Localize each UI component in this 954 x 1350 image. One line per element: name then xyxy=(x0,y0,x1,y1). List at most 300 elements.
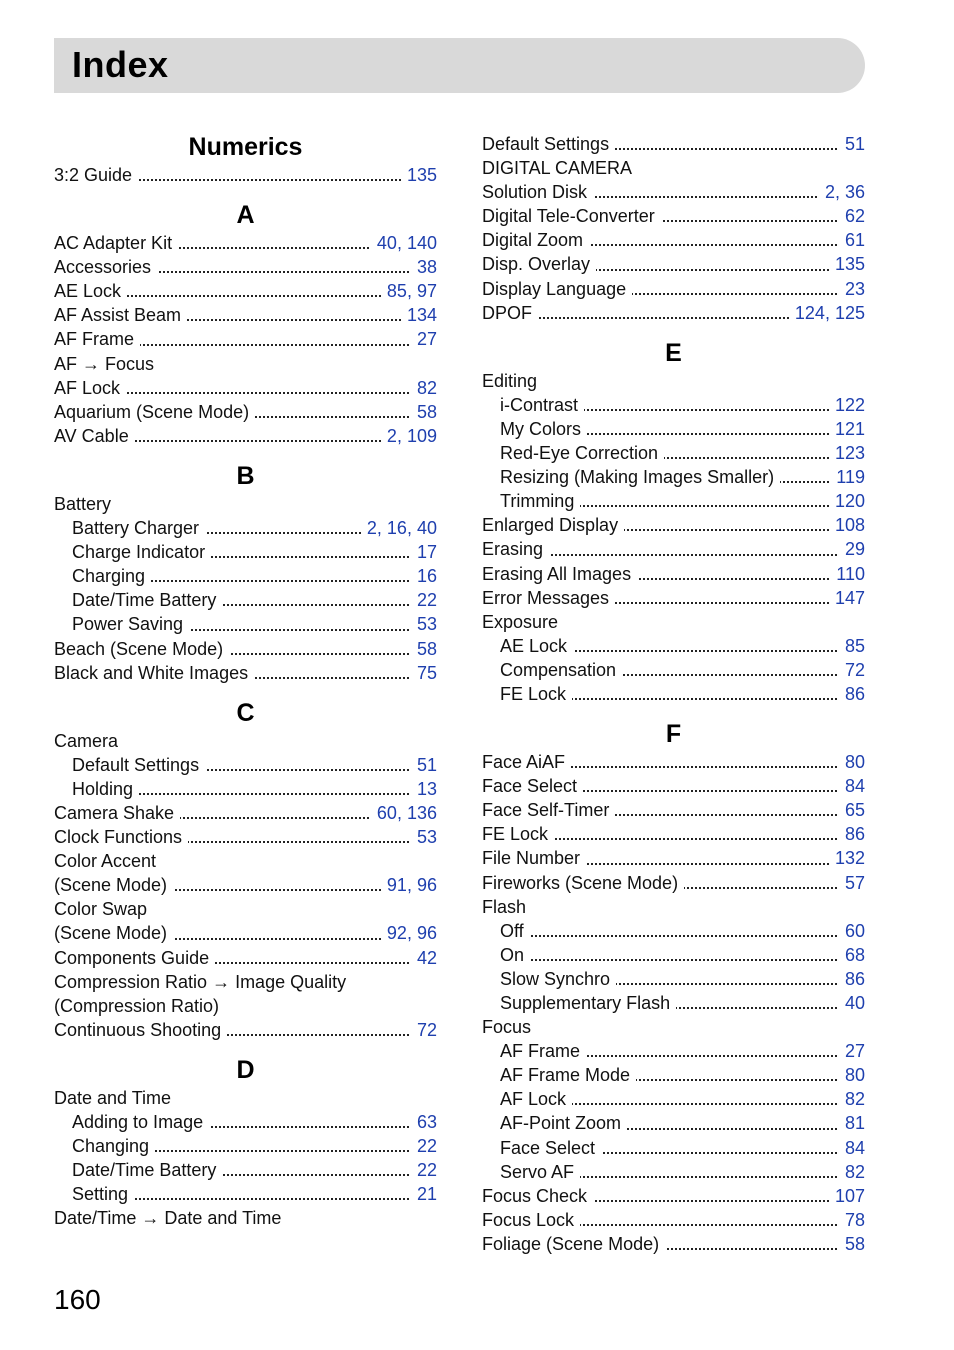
entry-term: Solution Disk xyxy=(482,182,593,202)
index-entry xyxy=(54,255,437,279)
index-entry xyxy=(54,231,437,255)
page-link[interactable]: 62 xyxy=(844,206,865,227)
entry-term: Default Settings xyxy=(482,134,615,154)
index-entry xyxy=(54,661,437,685)
index-entry xyxy=(482,822,865,846)
page-refs xyxy=(839,1111,865,1135)
index-entry xyxy=(482,1208,865,1232)
entry-term: AF Frame xyxy=(54,329,140,349)
page-refs xyxy=(411,825,437,849)
page-refs xyxy=(839,750,865,774)
page-link[interactable]: 61 xyxy=(844,230,865,251)
entry-term: Holding xyxy=(54,779,139,799)
entry-term: Camera Shake xyxy=(54,803,180,823)
index-entry xyxy=(54,1086,437,1110)
page-refs xyxy=(411,661,437,685)
entry-term: Erasing All Images xyxy=(482,564,637,584)
index-subentry xyxy=(482,465,865,489)
entry-term: Disp. Overlay xyxy=(482,254,596,274)
page-link[interactable]: 86 xyxy=(844,968,865,989)
index-subentry xyxy=(482,441,865,465)
entry-term: AF Lock xyxy=(54,378,126,398)
entry-term: AF Lock xyxy=(482,1089,572,1109)
page-refs xyxy=(839,682,865,706)
section-heading: B xyxy=(236,461,255,490)
index-entry xyxy=(482,774,865,798)
page-refs: 91, 96 xyxy=(381,873,437,897)
entry-term: AF Assist Beam xyxy=(54,305,187,325)
page-link[interactable]: 58 xyxy=(416,638,437,659)
page-link[interactable]: 42 xyxy=(416,947,437,968)
entry-term: Battery xyxy=(54,494,117,514)
entry-term: Clock Functions xyxy=(54,827,188,847)
index-subentry xyxy=(482,417,865,441)
page-link[interactable]: 135 xyxy=(406,165,437,185)
page-link[interactable]: 109 xyxy=(406,425,437,446)
page-link[interactable]: 85 xyxy=(844,635,865,656)
page-refs xyxy=(401,303,437,327)
entry-term: Trimming xyxy=(482,491,580,511)
page-link[interactable]: 60 xyxy=(376,802,397,823)
page-refs xyxy=(839,132,865,156)
index-subentry xyxy=(54,564,437,588)
entry-term: Red-Eye Correction xyxy=(482,443,664,463)
index-entry xyxy=(54,327,437,351)
entry-term: Power Saving xyxy=(54,614,189,634)
page-link[interactable]: 122 xyxy=(834,394,865,415)
page-link[interactable]: 58 xyxy=(844,1233,865,1254)
page-link[interactable]: 57 xyxy=(844,872,865,893)
page-refs xyxy=(411,1182,437,1206)
page-refs xyxy=(829,1184,865,1208)
page-refs xyxy=(839,204,865,228)
page-link[interactable]: 36 xyxy=(844,182,865,203)
page-link[interactable]: 107 xyxy=(834,1185,865,1206)
entry-term: 3:2 Guide xyxy=(54,165,138,185)
page-link[interactable]: 91 xyxy=(386,875,407,896)
page-refs xyxy=(839,1208,865,1232)
index-subentry xyxy=(482,967,865,991)
index-entry xyxy=(482,204,865,228)
entry-term: AF Frame xyxy=(482,1041,586,1061)
page-link[interactable]: 136 xyxy=(406,802,437,823)
page-link[interactable]: 123 xyxy=(834,443,865,464)
index-subentry xyxy=(482,393,865,417)
index-entry xyxy=(54,849,437,873)
page-refs xyxy=(411,327,437,351)
page-refs xyxy=(839,1039,865,1063)
page-link[interactable]: 134 xyxy=(406,305,437,326)
page-refs: 124, 125 xyxy=(789,301,865,325)
page-link[interactable]: 82 xyxy=(416,377,437,398)
index-subentry xyxy=(482,1063,865,1087)
page-link[interactable]: 68 xyxy=(844,944,865,965)
page-link[interactable]: 38 xyxy=(416,257,437,278)
page-link[interactable]: 2 xyxy=(824,182,835,203)
page-link[interactable]: 132 xyxy=(834,848,865,869)
entry-term: Battery Charger xyxy=(54,518,205,538)
index-subentry xyxy=(482,489,865,513)
page-link[interactable]: 22 xyxy=(416,590,437,611)
index-entry xyxy=(482,180,865,204)
entry-term: Adding to Image xyxy=(54,1112,209,1132)
page-link[interactable]: 51 xyxy=(416,754,437,775)
entry-term: Compensation xyxy=(482,660,622,680)
entry-term: Date and Time xyxy=(54,1088,177,1108)
page-refs xyxy=(839,822,865,846)
page-link[interactable]: 82 xyxy=(844,1161,865,1182)
entry-term: Accessories xyxy=(54,257,157,277)
page-refs: 60, 136 xyxy=(371,801,437,825)
index-entry xyxy=(482,586,865,610)
index-subentry xyxy=(482,682,865,706)
page-link[interactable]: 84 xyxy=(844,1137,865,1158)
page-refs xyxy=(411,753,437,777)
page-refs xyxy=(839,991,865,1015)
section-heading: Numerics xyxy=(188,133,303,161)
page-link[interactable]: 29 xyxy=(844,539,865,560)
index-column-right xyxy=(482,132,865,1256)
page-refs xyxy=(829,846,865,870)
page-link[interactable]: 92 xyxy=(386,923,407,944)
page-refs xyxy=(839,1136,865,1160)
entry-term: Resizing (Making Images Smaller) xyxy=(482,467,780,487)
page-link[interactable]: 140 xyxy=(406,233,437,254)
page-link[interactable]: 86 xyxy=(844,824,865,845)
entry-term: Exposure xyxy=(482,612,564,632)
page-link[interactable]: 17 xyxy=(416,542,437,563)
page-refs xyxy=(839,798,865,822)
dot-leader xyxy=(482,935,865,937)
index-entry xyxy=(54,637,437,661)
index-entry xyxy=(482,537,865,561)
page-refs: 2, 109 xyxy=(381,424,437,448)
index-entry xyxy=(54,163,437,187)
page-link[interactable]: 72 xyxy=(416,1019,437,1040)
index-entry xyxy=(54,946,437,970)
entry-term: (Scene Mode) xyxy=(54,875,173,895)
index-entry xyxy=(482,513,865,537)
index-subentry xyxy=(482,1087,865,1111)
page-link[interactable]: 40 xyxy=(376,233,397,254)
page-refs xyxy=(829,252,865,276)
page-refs: 92, 96 xyxy=(381,921,437,945)
page-link[interactable]: 27 xyxy=(844,1041,865,1062)
index-subentry xyxy=(482,943,865,967)
entry-term: Foliage (Scene Mode) xyxy=(482,1234,665,1254)
page-link[interactable]: 96 xyxy=(416,923,437,944)
page-link[interactable]: 23 xyxy=(844,278,865,299)
page-refs xyxy=(829,489,865,513)
page-link[interactable]: 16 xyxy=(386,518,407,539)
index-entry xyxy=(482,156,865,180)
page-link[interactable]: 135 xyxy=(834,254,865,275)
entry-term: Default Settings xyxy=(54,755,205,775)
page-number: 160 xyxy=(54,1284,101,1315)
page-refs xyxy=(411,255,437,279)
index-entry xyxy=(54,303,437,327)
index-subentry xyxy=(54,1158,437,1182)
page-refs xyxy=(839,967,865,991)
page-refs xyxy=(411,564,437,588)
index-subentry xyxy=(54,1182,437,1206)
entry-term: Flash xyxy=(482,897,532,917)
page-refs xyxy=(839,871,865,895)
index-entry xyxy=(482,1015,865,1039)
index-entry xyxy=(482,132,865,156)
page-link[interactable]: 65 xyxy=(844,800,865,821)
page-refs xyxy=(411,540,437,564)
index-entry xyxy=(54,897,437,921)
page-refs xyxy=(830,465,865,489)
entry-term: DPOF xyxy=(482,303,538,323)
index-entry xyxy=(482,846,865,870)
index-entry xyxy=(482,1232,865,1256)
section-heading: C xyxy=(236,698,255,727)
index-subentry xyxy=(482,1111,865,1135)
page-refs xyxy=(839,658,865,682)
entry-term: (Compression Ratio) xyxy=(54,996,225,1016)
entry-term: Compression Ratio → Image Quality xyxy=(54,972,352,992)
entry-term: FE Lock xyxy=(482,684,572,704)
index-entry xyxy=(54,492,437,516)
page-refs xyxy=(401,163,437,187)
page-refs xyxy=(411,1158,437,1182)
entry-term: My Colors xyxy=(482,419,587,439)
page-refs xyxy=(839,774,865,798)
page-link[interactable]: 85 xyxy=(386,281,407,302)
index-subentry xyxy=(482,1160,865,1184)
page-link[interactable]: 2 xyxy=(366,518,377,539)
page-refs xyxy=(829,393,865,417)
entry-term: Enlarged Display xyxy=(482,515,624,535)
entry-term: Focus Check xyxy=(482,1186,593,1206)
entry-term: AE Lock xyxy=(54,281,127,301)
entry-term: Black and White Images xyxy=(54,663,254,683)
entry-term: Color Swap xyxy=(54,899,153,919)
entry-term: Continuous Shooting xyxy=(54,1020,227,1040)
section-heading: E xyxy=(665,338,682,367)
index-subentry xyxy=(482,1136,865,1160)
entry-term: AV Cable xyxy=(54,426,135,446)
page-link[interactable]: 78 xyxy=(844,1209,865,1230)
index-subentry xyxy=(54,540,437,564)
page-refs xyxy=(839,228,865,252)
entry-term: Digital Zoom xyxy=(482,230,589,250)
page-link[interactable]: 97 xyxy=(416,281,437,302)
index-entry xyxy=(482,610,865,634)
entry-term: DIGITAL CAMERA xyxy=(482,158,638,178)
entry-term: Servo AF xyxy=(482,1162,580,1182)
index-entry xyxy=(54,376,437,400)
entry-term: Camera xyxy=(54,731,124,751)
title-bar xyxy=(54,38,865,93)
index-subentry xyxy=(54,753,437,777)
entry-term: Charge Indicator xyxy=(54,542,211,562)
page-link[interactable]: 121 xyxy=(834,418,865,439)
page-link[interactable]: 84 xyxy=(844,776,865,797)
index-entry xyxy=(54,352,437,376)
page-refs xyxy=(411,612,437,636)
entry-term: Setting xyxy=(54,1184,134,1204)
index-entry xyxy=(482,798,865,822)
page-link[interactable]: 124 xyxy=(794,302,825,323)
entry-term: Aquarium (Scene Mode) xyxy=(54,402,255,422)
page-refs xyxy=(411,777,437,801)
entry-term: Slow Synchro xyxy=(482,969,616,989)
index-entry xyxy=(54,801,437,825)
entry-term: On xyxy=(482,945,530,965)
page-refs xyxy=(829,441,865,465)
index-entry xyxy=(482,871,865,895)
page-refs xyxy=(839,919,865,943)
page-refs xyxy=(830,562,865,586)
entry-term: Date/Time → Date and Time xyxy=(54,1208,287,1228)
index-entry xyxy=(482,1184,865,1208)
entry-term: Face Select xyxy=(482,776,583,796)
entry-term: Focus Lock xyxy=(482,1210,580,1230)
page-refs: 2, 36 xyxy=(819,180,865,204)
page-refs xyxy=(411,1110,437,1134)
page-link[interactable]: 40 xyxy=(844,993,865,1013)
page-refs xyxy=(829,586,865,610)
entry-term: File Number xyxy=(482,848,586,868)
index-entry xyxy=(482,750,865,774)
entry-term: Face Select xyxy=(482,1138,601,1158)
entry-term: AE Lock xyxy=(482,636,573,656)
page-link[interactable]: 22 xyxy=(416,1136,437,1157)
page-refs xyxy=(839,1063,865,1087)
page-link[interactable]: 21 xyxy=(416,1184,437,1205)
entry-term: Components Guide xyxy=(54,948,215,968)
entry-term: Error Messages xyxy=(482,588,615,608)
page-link[interactable]: 82 xyxy=(844,1089,865,1110)
page-title: Index xyxy=(72,44,169,85)
entry-term: AF → Focus xyxy=(54,354,160,374)
page-link[interactable]: 80 xyxy=(844,752,865,773)
entry-term: Focus xyxy=(482,1017,537,1037)
index-subentry xyxy=(54,1134,437,1158)
entry-term: Face AiAF xyxy=(482,752,571,772)
index-entry xyxy=(482,895,865,919)
index-entry xyxy=(482,252,865,276)
index-subentry xyxy=(482,919,865,943)
page-link[interactable]: 125 xyxy=(834,302,865,323)
page-refs xyxy=(411,637,437,661)
entry-term: Off xyxy=(482,921,530,941)
page-refs xyxy=(411,400,437,424)
index-entry xyxy=(482,562,865,586)
index-subentry xyxy=(54,612,437,636)
index-entry xyxy=(54,970,437,994)
page-link[interactable]: 72 xyxy=(844,659,865,680)
entry-term: Face Self-Timer xyxy=(482,800,615,820)
page-link[interactable]: 119 xyxy=(836,467,865,488)
page-refs: 40, 140 xyxy=(371,231,437,255)
entry-term: Date/Time Battery xyxy=(54,590,222,610)
page-refs xyxy=(839,1087,865,1111)
index-subentry xyxy=(54,777,437,801)
entry-term: Date/Time Battery xyxy=(54,1160,222,1180)
index-entry xyxy=(54,825,437,849)
page-refs xyxy=(839,1232,865,1256)
index-entry xyxy=(54,921,437,945)
page-link[interactable]: 53 xyxy=(416,827,437,848)
entry-term: FE Lock xyxy=(482,824,554,844)
entry-term: Editing xyxy=(482,371,543,391)
page-link[interactable]: 40 xyxy=(416,518,437,539)
index-subentry xyxy=(482,634,865,658)
index-subentry xyxy=(482,991,865,1015)
entry-term: Changing xyxy=(54,1136,155,1156)
entry-term: Color Accent xyxy=(54,851,162,871)
index-entry xyxy=(482,369,865,393)
page-link[interactable]: 51 xyxy=(844,134,865,154)
page-link[interactable]: 53 xyxy=(416,614,437,635)
index-entry xyxy=(482,301,865,325)
index-entry xyxy=(54,873,437,897)
page-link[interactable]: 81 xyxy=(844,1113,865,1134)
page-link[interactable]: 58 xyxy=(416,401,437,422)
page-link[interactable]: 110 xyxy=(836,563,865,584)
page-link[interactable]: 108 xyxy=(834,515,865,536)
section-heading: F xyxy=(665,720,682,749)
index-entry xyxy=(54,400,437,424)
entry-term: Digital Tele-Converter xyxy=(482,206,661,226)
page-link[interactable]: 75 xyxy=(416,662,437,683)
page-refs xyxy=(839,1160,865,1184)
page-refs xyxy=(839,537,865,561)
page-refs xyxy=(411,946,437,970)
page-refs xyxy=(829,513,865,537)
page-link[interactable]: 60 xyxy=(844,920,865,941)
page-link[interactable]: 96 xyxy=(416,875,437,896)
page-link[interactable]: 86 xyxy=(844,683,865,704)
page-link[interactable]: 13 xyxy=(416,778,437,799)
page-refs xyxy=(411,588,437,612)
entry-term: AF-Point Zoom xyxy=(482,1113,627,1133)
entry-term: Supplementary Flash xyxy=(482,993,676,1013)
index-entry xyxy=(54,729,437,753)
page-refs xyxy=(839,277,865,301)
section-heading: A xyxy=(236,201,255,230)
section-heading: D xyxy=(236,1055,255,1084)
index-column-left xyxy=(54,132,437,1230)
index-entry xyxy=(54,994,437,1018)
page-link[interactable]: 63 xyxy=(416,1112,437,1132)
page-link[interactable]: 27 xyxy=(416,329,437,350)
index-subentry xyxy=(482,1039,865,1063)
page-refs: 2, 16, 40 xyxy=(361,516,437,540)
entry-term: AF Frame Mode xyxy=(482,1065,636,1085)
dot-leader xyxy=(482,959,865,961)
page-link[interactable]: 80 xyxy=(844,1065,865,1086)
index-subentry xyxy=(482,658,865,682)
page-link[interactable]: 2 xyxy=(386,425,397,446)
page-refs xyxy=(839,943,865,967)
entry-term: AC Adapter Kit xyxy=(54,233,178,253)
entry-term: Charging xyxy=(54,566,151,586)
page-link[interactable]: 147 xyxy=(834,587,865,608)
index-entry xyxy=(54,279,437,303)
page-link[interactable]: 16 xyxy=(416,566,437,587)
page-link[interactable]: 22 xyxy=(416,1160,437,1181)
page-refs xyxy=(839,634,865,658)
index-subentry xyxy=(54,588,437,612)
page-refs xyxy=(411,1018,437,1042)
index-entry xyxy=(482,277,865,301)
page-link[interactable]: 120 xyxy=(834,491,865,512)
